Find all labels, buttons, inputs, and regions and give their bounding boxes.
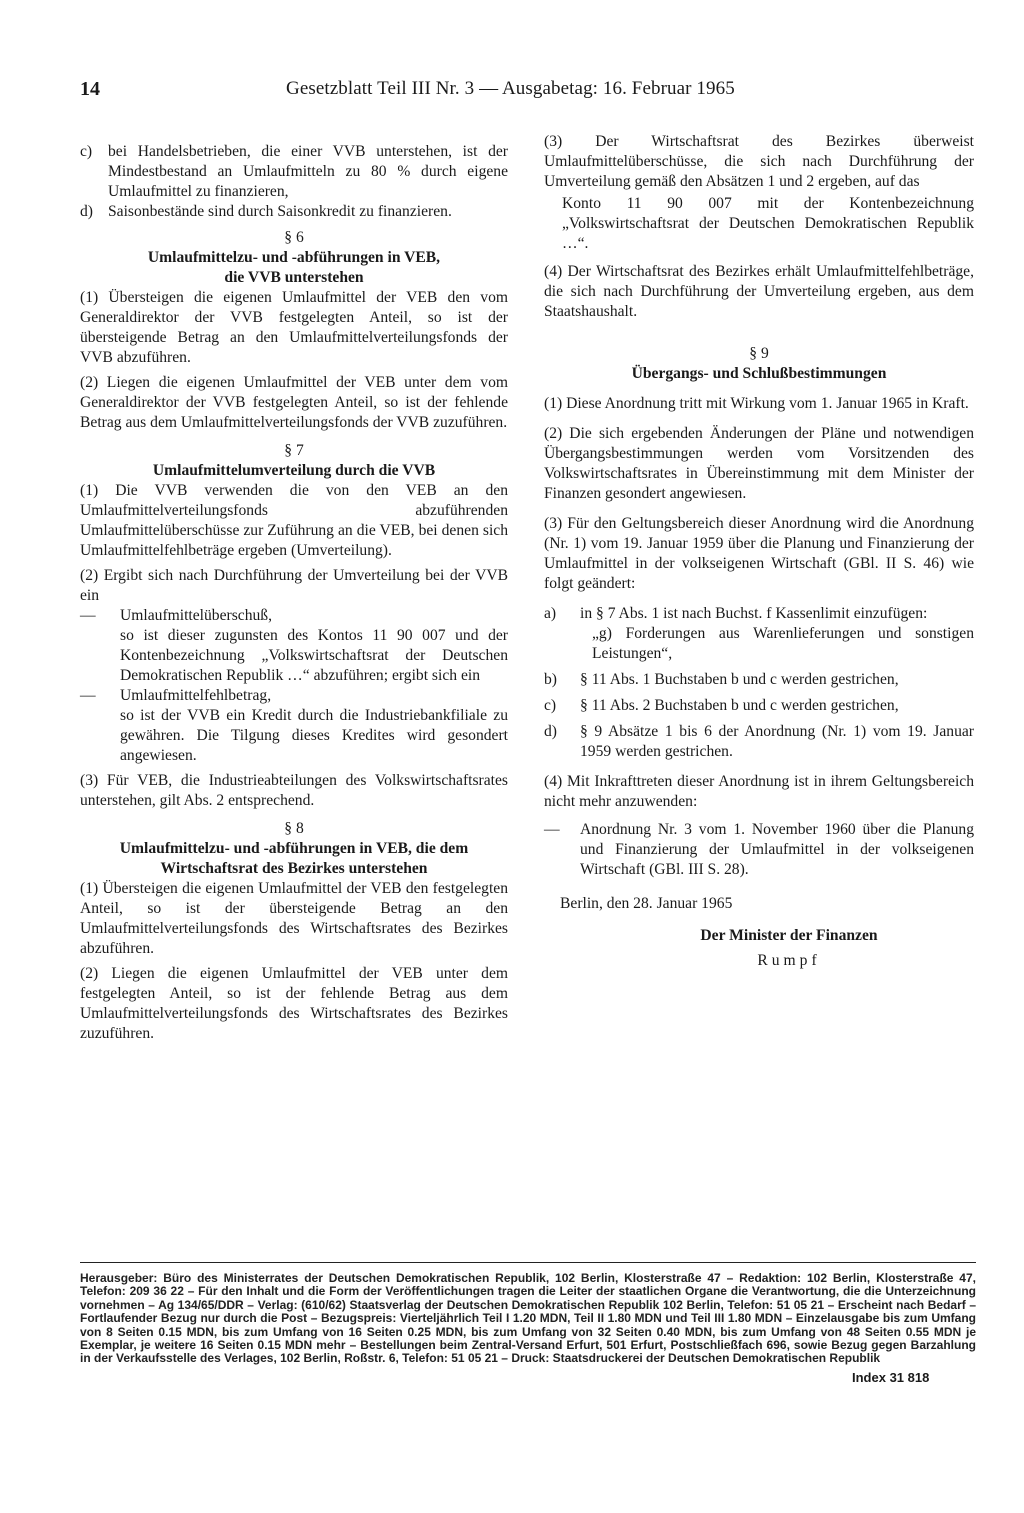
section-9-paragraph-1: (1) Diese Anordnung tritt mit Wirkung vom 1. Januar 1965 in Kraft. bbox=[544, 395, 969, 412]
list-item-d bbox=[80, 202, 508, 222]
signer-title: Der Minister der Finanzen bbox=[700, 927, 878, 944]
gazette-title: Gesetzblatt Teil III Nr. 3 — Ausgabetag: 16. Februar 1965 bbox=[286, 78, 735, 99]
amendment-a-quote: „g) Forderungen aus Warenlieferungen und sonstigen Leistungen“, bbox=[592, 625, 974, 662]
section-8-paragraph-4: (4) Der Wirtschaftsrat des Bezirkes erhält Umlaufmittelfehlbeträge, die sich nach Durchführung der Umverteilung ergeben, aus dem Staatshaushalt. bbox=[544, 263, 974, 320]
dash-title: Umlaufmittelüberschuß, bbox=[120, 607, 273, 624]
list-text: in § 7 Abs. 1 ist nach Buchst. f Kassenlimit einzufügen: bbox=[580, 605, 928, 622]
section-8-number: § 8 bbox=[284, 820, 304, 837]
list-text: § 11 Abs. 1 Buchstaben b und c werden gestrichen, bbox=[580, 671, 899, 688]
section-6-paragraph-1: (1) Übersteigen die eigenen Umlaufmittel der VEB den vom Generaldirektor der VVB festgelegten Anteil, so ist der übersteigende Betrag an den Umlaufmittelverteilungsfonds der VVB abzuführen. bbox=[80, 289, 508, 366]
section-8-paragraph-1: (1) Übersteigen die eigenen Umlaufmittel der VEB den festgelegten Anteil, so ist der übersteigende Betrag an den Umlaufmittelverteilungsfonds des Wirtschaftsrates des Bezirkes abzuführen. bbox=[80, 880, 508, 957]
section-9-paragraph-2: (2) Die sich ergebenden Änderungen der Pläne und notwendigen Übergangsbestimmungen werden vom Vorsitzenden des Volkswirtschaftsrates in Übereinstimmung mit dem Minister der Finanzen gesondert angewiesen. bbox=[544, 425, 974, 502]
section-7-number: § 7 bbox=[284, 442, 304, 459]
list-text: § 11 Abs. 2 Buchstaben b und c werden gestrichen, bbox=[580, 697, 899, 714]
page-header bbox=[80, 78, 980, 108]
dash-label: — bbox=[80, 687, 96, 704]
section-7-paragraph-1: (1) Die VVB verwenden die von den VEB an den Umlaufmittelverteilungsfonds abzuführenden Umlaufmittelüberschüsse zur Zuführung an die VEB, bei denen sich Umlaufmittelfehlbeträge ergeben (Umverteilung). bbox=[80, 482, 508, 559]
amendment-d bbox=[544, 722, 974, 762]
list-label: b) bbox=[544, 671, 557, 688]
section-6-title-line2: die VVB unterstehen bbox=[224, 269, 364, 286]
footer-rule bbox=[80, 1262, 976, 1263]
section-6-title-line1: Umlaufmittelzu- und -abführungen in VEB, bbox=[147, 249, 441, 266]
list-text: § 9 Absätze 1 bis 6 der Anordnung (Nr. 1) vom 19. Januar 1959 werden gestrichen. bbox=[580, 723, 974, 760]
section-9-number: § 9 bbox=[749, 345, 769, 362]
dash-label: — bbox=[80, 607, 96, 624]
list-item-c bbox=[80, 142, 508, 202]
dash-item-surplus bbox=[80, 606, 508, 626]
dash-text-surplus: so ist dieser zugunsten des Kontos 11 90 007 und der Kontenbezeichnung „Volkswirtschaftsrat der Deutschen Demokratischen Republik …“ abzuführen; ergibt sich ein bbox=[120, 627, 508, 684]
list-label: c) bbox=[80, 143, 93, 160]
right-column bbox=[544, 132, 974, 976]
dash-text-deficit: so ist der VVB ein Kredit durch die Industriebankfiliale zu gewähren. Die Tilgung dieses Kredites wird gesondert angewiesen. bbox=[120, 707, 508, 764]
list-label: c) bbox=[544, 697, 557, 714]
amendment-b bbox=[544, 670, 974, 690]
signer-name: Rumpf bbox=[757, 952, 821, 969]
dash-text: Anordnung Nr. 3 vom 1. November 1960 über die Planung und Finanzierung der Umlaufmittel in der volkseigenen Wirtschaft (GBl. III S. 28). bbox=[580, 821, 974, 878]
section-6-paragraph-2: (2) Liegen die eigenen Umlaufmittel der VEB unter dem vom Generaldirektor der VVB festgelegten Anteil, so ist der fehlende Betrag aus dem Umlaufmittelverteilungsfonds der VVB zuzuführen. bbox=[80, 374, 508, 431]
list-label: a) bbox=[544, 605, 557, 622]
dash-item-deficit bbox=[80, 686, 508, 706]
section-8-title-line2: Wirtschaftsrat des Bezirkes unterstehen bbox=[160, 860, 428, 877]
place-and-date: Berlin, den 28. Januar 1965 bbox=[560, 895, 733, 912]
list-label: d) bbox=[544, 723, 557, 740]
repealed-order bbox=[544, 820, 974, 880]
section-9-title: Übergangs- und Schlußbestimmungen bbox=[631, 365, 887, 382]
account-line: Konto 11 90 007 mit der Kontenbezeichnung „Volkswirtschaftsrat der Deutschen Demokratischen Republik …“. bbox=[562, 195, 974, 252]
amendment-c bbox=[544, 696, 974, 716]
list-label: d) bbox=[80, 203, 93, 220]
left-column bbox=[80, 142, 508, 1049]
page-number: 14 bbox=[80, 78, 100, 100]
section-7-paragraph-2: (2) Ergibt sich nach Durchführung der Umverteilung bei der VVB ein bbox=[80, 567, 508, 604]
index-number: Index 31 818 bbox=[852, 1370, 930, 1385]
dash-title: Umlaufmittelfehlbetrag, bbox=[120, 687, 272, 704]
dash-label: — bbox=[544, 821, 560, 838]
section-8-paragraph-2: (2) Liegen die eigenen Umlaufmittel der VEB unter dem festgelegten Anteil, so ist der fehlende Betrag aus dem Umlaufmittelverteilungsfonds des Wirtschaftsrates des Bezirkes zuzuführen. bbox=[80, 965, 508, 1042]
list-text: bei Handelsbetrieben, die einer VVB unterstehen, ist der Mindestbestand an Umlaufmitteln zu 80 % durch eigene Umlaufmittel zu finanzieren, bbox=[108, 143, 508, 200]
section-9-paragraph-3: (3) Für den Geltungsbereich dieser Anordnung wird die Anordnung (Nr. 1) vom 19. Januar 1959 über die Planung und Finanzierung der Umlaufmittel in der volkseigenen Wirtschaft (GBl. II S. 46) wie folgt geändert: bbox=[544, 515, 974, 592]
amendment-a bbox=[544, 604, 974, 624]
section-7-paragraph-3: (3) Für VEB, die Industrieabteilungen des Volkswirtschaftsrates unterstehen, gilt Abs. 2 entsprechend. bbox=[80, 772, 508, 809]
section-9-paragraph-4: (4) Mit Inkrafttreten dieser Anordnung ist in ihrem Geltungsbereich nicht mehr anzuwenden: bbox=[544, 773, 974, 810]
section-7-title: Umlaufmittelumverteilung durch die VVB bbox=[152, 462, 436, 479]
section-8-paragraph-3: (3) Der Wirtschaftsrat des Bezirkes überweist Umlaufmittelüberschüsse, die sich nach Durchführung der Umverteilung gemäß den Absätzen 1 und 2 ergeben, auf das bbox=[544, 133, 974, 190]
section-6-number: § 6 bbox=[284, 229, 304, 246]
list-text: Saisonbestände sind durch Saisonkredit zu finanzieren. bbox=[108, 203, 452, 220]
section-8-title-line1: Umlaufmittelzu- und -abführungen in VEB, die dem bbox=[119, 840, 469, 857]
publisher-footer: Herausgeber: Büro des Ministerrates der Deutschen Demokratischen Republik, 102 Berlin, Klosterstraße 47 – Redaktion: 102 Berlin, Klosterstraße 47, Telefon: 209 36 22 – Für den Inhalt und die Form der Veröffentlichungen tragen die Leiter der staatlichen Organe die Verantwortung, die die Unterzeichnung vornehmen – Ag 134/65/DDR – Verlag: (610/62) Staatsverlag der Deutschen Demokratischen Republik 102 Berlin, Telefon: 51 05 21 – Erscheint nach Bedarf – Fortlaufender Bezug nur durch die Post – Bezugspreis: Vierteljährlich Teil I 1.20 MDN, Teil II 1.80 MDN und Teil III 1.80 MDN – Einzelausgabe bis zum Umfang von 8 Seiten 0.15 MDN, bis zum Umfang von 16 Seiten 0.25 MDN, bis zum Umfang von 32 Seiten 0.40 MDN, bis zum Umfang von 48 Seiten 0.55 MDN je Exemplar, je weitere 16 Seiten 0.15 MDN mehr – Bestellungen beim Zentral-Versand Erfurt, 501 Erfurt, Postschließfach 696, sowie Bezug gegen Barzahlung in der Verkaufsstelle des Verlages, 102 Berlin, Roßstr. 6, Telefon: 51 05 21 – Druck: Staatsdruckerei der Deutschen Demokratischen Republik bbox=[80, 1271, 976, 1366]
